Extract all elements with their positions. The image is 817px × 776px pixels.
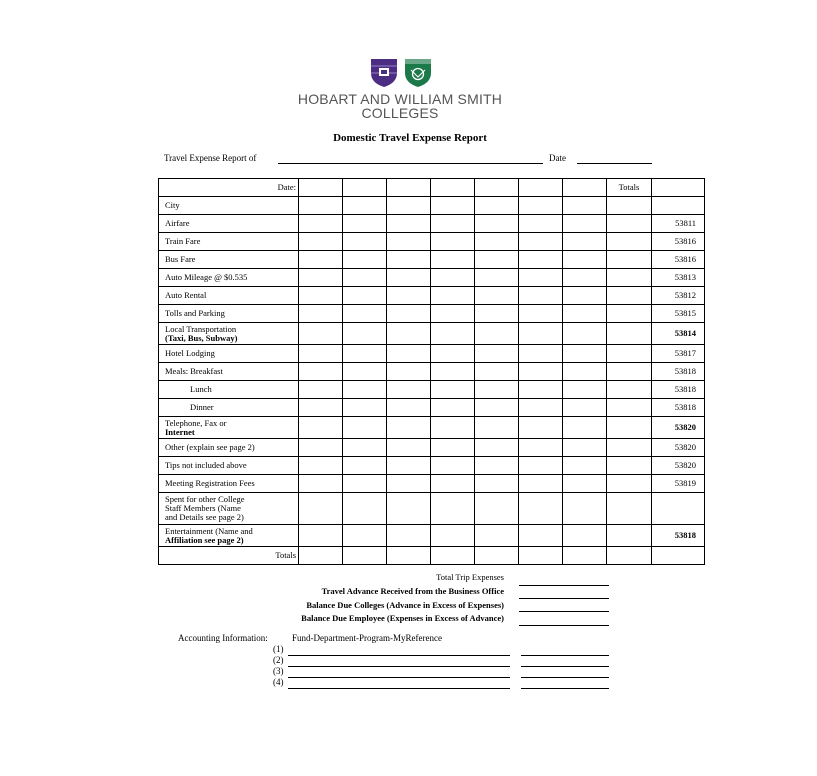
expense-cell[interactable] [299,197,343,215]
expense-cell[interactable] [519,417,563,439]
expense-cell[interactable] [343,305,387,323]
accounting-amount-field[interactable] [521,677,609,678]
expense-cell[interactable] [299,363,343,381]
expense-cell[interactable] [299,525,343,547]
day-cell[interactable] [431,179,475,197]
row-label [159,197,299,215]
expense-cell[interactable] [563,323,607,345]
expense-cell[interactable] [563,305,607,323]
total-cell[interactable] [519,547,563,565]
row-label-line: Tips not included above [165,460,247,470]
expense-cell[interactable] [607,475,652,493]
expense-cell[interactable] [431,363,475,381]
row-label [159,417,299,439]
expense-cell[interactable] [563,269,607,287]
expense-cell[interactable] [607,197,652,215]
expense-cell[interactable] [607,323,652,345]
total-cell[interactable] [299,547,343,565]
expense-cell[interactable] [563,215,607,233]
expense-cell[interactable] [431,345,475,363]
row-label [159,525,299,547]
expense-cell[interactable] [343,345,387,363]
expense-cell[interactable] [475,439,519,457]
expense-cell[interactable] [431,287,475,305]
expense-cell[interactable] [431,457,475,475]
expense-cell[interactable] [563,525,607,547]
expense-cell[interactable] [343,439,387,457]
expense-cell[interactable] [431,233,475,251]
account-code: 53818 [652,363,705,381]
total-cell[interactable] [343,547,387,565]
expense-cell[interactable] [387,457,431,475]
report-of-field[interactable] [278,163,543,164]
table-row [159,493,705,525]
row-label-line: Hotel Lodging [165,348,215,358]
expense-cell[interactable] [519,323,563,345]
expense-cell[interactable] [431,399,475,417]
expense-cell[interactable] [387,197,431,215]
table-row [159,269,705,287]
account-code: 53819 [652,475,705,493]
account-code: 53820 [652,439,705,457]
expense-cell[interactable] [519,381,563,399]
table-row [159,233,705,251]
expense-cell[interactable] [475,345,519,363]
expense-cell[interactable] [607,417,652,439]
expense-cell[interactable] [387,493,431,525]
totals-row [159,547,705,565]
expense-cell[interactable] [563,457,607,475]
row-label [159,251,299,269]
expense-cell[interactable] [475,399,519,417]
row-label [159,399,299,417]
expense-cell[interactable] [299,439,343,457]
expense-cell[interactable] [387,439,431,457]
expense-cell[interactable] [431,269,475,287]
hobart-shield-icon [370,58,398,88]
total-cell[interactable] [652,547,705,565]
expense-cell[interactable] [387,381,431,399]
day-cell[interactable] [563,179,607,197]
total-trip-label: Total Trip Expenses [436,572,504,582]
expense-cell[interactable] [387,287,431,305]
account-code: 53820 [652,417,705,439]
expense-cell[interactable] [607,525,652,547]
expense-cell[interactable] [343,287,387,305]
row-label-line: Dinner [190,402,214,412]
expense-cell[interactable] [519,363,563,381]
expense-cell[interactable] [519,287,563,305]
expense-cell[interactable] [475,417,519,439]
expense-cell[interactable] [563,363,607,381]
table-row [159,323,705,345]
expense-cell[interactable] [607,215,652,233]
accounting-code-field[interactable] [288,666,510,667]
accounting-line-number: (1) [273,644,284,654]
college-name [280,92,520,120]
expense-cell[interactable] [607,493,652,525]
expense-cell[interactable] [431,525,475,547]
row-label [159,287,299,305]
expense-cell[interactable] [299,399,343,417]
expense-cell[interactable] [563,287,607,305]
expense-cell[interactable] [387,305,431,323]
accounting-code-field[interactable] [288,688,510,689]
row-label-line: Staff Members (Name [165,503,241,513]
table-row [159,215,705,233]
row-label [159,381,299,399]
table-row [159,475,705,493]
expense-cell[interactable] [475,287,519,305]
account-code [652,493,705,525]
row-label-line: Lunch [190,384,212,394]
expense-cell[interactable] [387,399,431,417]
row-label-line: Auto Rental [165,290,207,300]
expense-cell[interactable] [563,399,607,417]
date-field[interactable] [577,163,652,164]
expense-cell[interactable] [475,305,519,323]
table-row [159,363,705,381]
table-row [159,439,705,457]
expense-cell[interactable] [563,493,607,525]
expense-cell[interactable] [387,417,431,439]
expense-cell[interactable] [475,215,519,233]
total-cell[interactable] [563,547,607,565]
account-code: 53817 [652,345,705,363]
expense-cell[interactable] [387,233,431,251]
expense-cell[interactable] [475,323,519,345]
college-name-line2: COLLEGES [361,105,439,121]
expense-cell[interactable] [563,475,607,493]
expense-cell[interactable] [299,305,343,323]
expense-cell[interactable] [343,323,387,345]
total-cell[interactable] [431,547,475,565]
expense-cell[interactable] [607,439,652,457]
expense-cell[interactable] [387,525,431,547]
table-row [159,197,705,215]
expense-cell[interactable] [387,345,431,363]
row-label [159,345,299,363]
row-label [159,363,299,381]
balance-employee-field[interactable] [519,625,609,626]
accounting-label: Accounting Information: [178,633,268,643]
row-label [159,305,299,323]
accounting-code-field[interactable] [288,677,510,678]
total-cell[interactable] [607,547,652,565]
expense-cell[interactable] [519,197,563,215]
expense-cell[interactable] [519,251,563,269]
expense-cell[interactable] [343,525,387,547]
expense-cell[interactable] [607,269,652,287]
expense-cell[interactable] [299,475,343,493]
expense-cell[interactable] [299,287,343,305]
table-row [159,457,705,475]
expense-cell[interactable] [431,251,475,269]
row-label-line: Auto Mileage @ $0.535 [165,272,248,282]
accounting-line-number: (4) [273,677,284,687]
expense-cell[interactable] [519,439,563,457]
row-label-line: Spent for other College [165,494,245,504]
expense-cell[interactable] [519,399,563,417]
expense-cell[interactable] [563,381,607,399]
expense-cell[interactable] [431,381,475,399]
expense-cell[interactable] [563,233,607,251]
expense-cell[interactable] [607,399,652,417]
expense-cell[interactable] [607,457,652,475]
account-code: 53818 [652,399,705,417]
accounting-amount-field[interactable] [521,688,609,689]
expense-cell[interactable] [519,475,563,493]
expense-cell[interactable] [299,457,343,475]
code-header [652,179,705,197]
expense-cell[interactable] [431,215,475,233]
expense-cell[interactable] [343,197,387,215]
day-cell[interactable] [343,179,387,197]
expense-cell[interactable] [387,251,431,269]
report-title: Domestic Travel Expense Report [333,132,487,144]
totals-row-label: Totals [159,547,299,565]
expense-cell[interactable] [607,381,652,399]
travel-advance-field[interactable] [519,598,609,599]
expense-cell[interactable] [299,345,343,363]
row-label [159,475,299,493]
expense-cell[interactable] [343,215,387,233]
report-of-label: Travel Expense Report of [164,153,257,163]
row-label-line: Airfare [165,218,190,228]
row-label-line: Telephone, Fax or [165,417,227,428]
accounting-amount-field[interactable] [521,655,609,656]
row-label-line: Local Transportation [165,323,237,334]
expense-cell[interactable] [343,363,387,381]
table-row [159,381,705,399]
expense-cell[interactable] [475,197,519,215]
expense-cell[interactable] [519,233,563,251]
row-label-line: and Details see page 2) [165,512,244,522]
total-cell[interactable] [387,547,431,565]
expense-cell[interactable] [343,233,387,251]
expense-cell[interactable] [519,215,563,233]
table-row [159,399,705,417]
row-label [159,269,299,287]
expense-cell[interactable] [299,323,343,345]
accounting-amount-field[interactable] [521,666,609,667]
expense-cell[interactable] [563,417,607,439]
expense-cell[interactable] [431,323,475,345]
expense-cell[interactable] [343,269,387,287]
date-header: Date: [159,179,299,197]
expense-cell[interactable] [519,457,563,475]
expense-cell[interactable] [387,323,431,345]
row-label-line: Affiliation see page 2) [165,534,244,545]
row-label [159,457,299,475]
row-label-line: Meals: Breakfast [165,366,223,376]
expense-cell[interactable] [299,493,343,525]
expense-cell[interactable] [607,363,652,381]
total-trip-field[interactable] [519,585,609,586]
expense-cell[interactable] [387,363,431,381]
table-row [159,525,705,547]
expense-cell[interactable] [475,251,519,269]
account-code [652,197,705,215]
accounting-line-number: (2) [273,655,284,665]
expense-cell[interactable] [475,475,519,493]
expense-cell[interactable] [343,251,387,269]
expense-cell[interactable] [475,363,519,381]
travel-advance-label: Travel Advance Received from the Business Office [321,586,504,596]
expense-cell[interactable] [475,269,519,287]
expense-cell[interactable] [343,493,387,525]
expense-cell[interactable] [431,417,475,439]
table-row [159,417,705,439]
account-code: 53816 [652,233,705,251]
accounting-code-field[interactable] [288,655,510,656]
william-smith-shield-icon [404,58,432,88]
expense-table [158,178,705,565]
row-label-line: Train Fare [165,236,201,246]
expense-cell[interactable] [519,493,563,525]
row-label-line: Entertainment (Name and [165,525,253,536]
row-label [159,215,299,233]
expense-cell[interactable] [343,381,387,399]
row-label-line: Meeting Registration Fees [165,478,255,488]
expense-cell[interactable] [519,345,563,363]
row-label-line: (Taxi, Bus, Subway) [165,332,238,343]
table-row [159,251,705,269]
expense-cell[interactable] [299,215,343,233]
expense-cell[interactable] [299,381,343,399]
account-code: 53814 [652,323,705,345]
expense-cell[interactable] [343,475,387,493]
expense-cell[interactable] [519,269,563,287]
expense-cell[interactable] [519,525,563,547]
table-header-row [159,179,705,197]
expense-cell[interactable] [431,475,475,493]
expense-cell[interactable] [387,475,431,493]
expense-cell[interactable] [563,251,607,269]
expense-cell[interactable] [475,457,519,475]
balance-employee-label: Balance Due Employee (Expenses in Excess of Advance) [301,613,504,623]
expense-cell[interactable] [299,417,343,439]
college-logo [368,58,436,88]
day-cell[interactable] [475,179,519,197]
expense-cell[interactable] [387,269,431,287]
expense-cell[interactable] [431,305,475,323]
account-code: 53818 [652,381,705,399]
table-row [159,305,705,323]
college-name-line1: HOBART AND WILLIAM SMITH [297,91,503,107]
expense-cell[interactable] [431,439,475,457]
total-cell[interactable] [475,547,519,565]
balance-colleges-field[interactable] [519,611,609,612]
expense-cell[interactable] [475,493,519,525]
expense-cell[interactable] [299,233,343,251]
expense-cell[interactable] [431,197,475,215]
row-label [159,493,299,525]
expense-cell[interactable] [343,417,387,439]
account-code: 53815 [652,305,705,323]
expense-cell[interactable] [607,305,652,323]
expense-cell[interactable] [475,525,519,547]
expense-cell[interactable] [607,251,652,269]
expense-cell[interactable] [475,381,519,399]
day-cell[interactable] [387,179,431,197]
account-code: 53820 [652,457,705,475]
expense-cell[interactable] [299,251,343,269]
account-code: 53812 [652,287,705,305]
expense-cell[interactable] [563,345,607,363]
expense-cell[interactable] [387,215,431,233]
expense-cell[interactable] [431,493,475,525]
row-label-line: Tolls and Parking [165,308,225,318]
account-code: 53811 [652,215,705,233]
table-row [159,287,705,305]
expense-cell[interactable] [607,287,652,305]
expense-cell[interactable] [299,269,343,287]
expense-cell[interactable] [343,399,387,417]
account-code: 53816 [652,251,705,269]
row-label [159,233,299,251]
expense-cell[interactable] [343,457,387,475]
row-label-line: City [165,200,180,210]
totals-header: Totals [607,179,652,197]
account-code: 53818 [652,525,705,547]
accounting-line-number: (3) [273,666,284,676]
day-cell[interactable] [519,179,563,197]
expense-cell[interactable] [607,233,652,251]
expense-cell[interactable] [563,197,607,215]
expense-cell[interactable] [563,439,607,457]
row-label-line: Bus Fare [165,254,196,264]
row-label [159,323,299,345]
expense-cell[interactable] [607,345,652,363]
expense-cell[interactable] [475,233,519,251]
table-row [159,345,705,363]
row-label-line: Other (explain see page 2) [165,442,255,452]
account-code: 53813 [652,269,705,287]
day-cell[interactable] [299,179,343,197]
accounting-format: Fund-Department-Program-MyReference [292,633,442,643]
balance-colleges-label: Balance Due Colleges (Advance in Excess of Expenses) [306,600,504,610]
expense-cell[interactable] [519,305,563,323]
date-label: Date [549,153,566,163]
row-label [159,439,299,457]
row-label-line: Internet [165,426,195,437]
